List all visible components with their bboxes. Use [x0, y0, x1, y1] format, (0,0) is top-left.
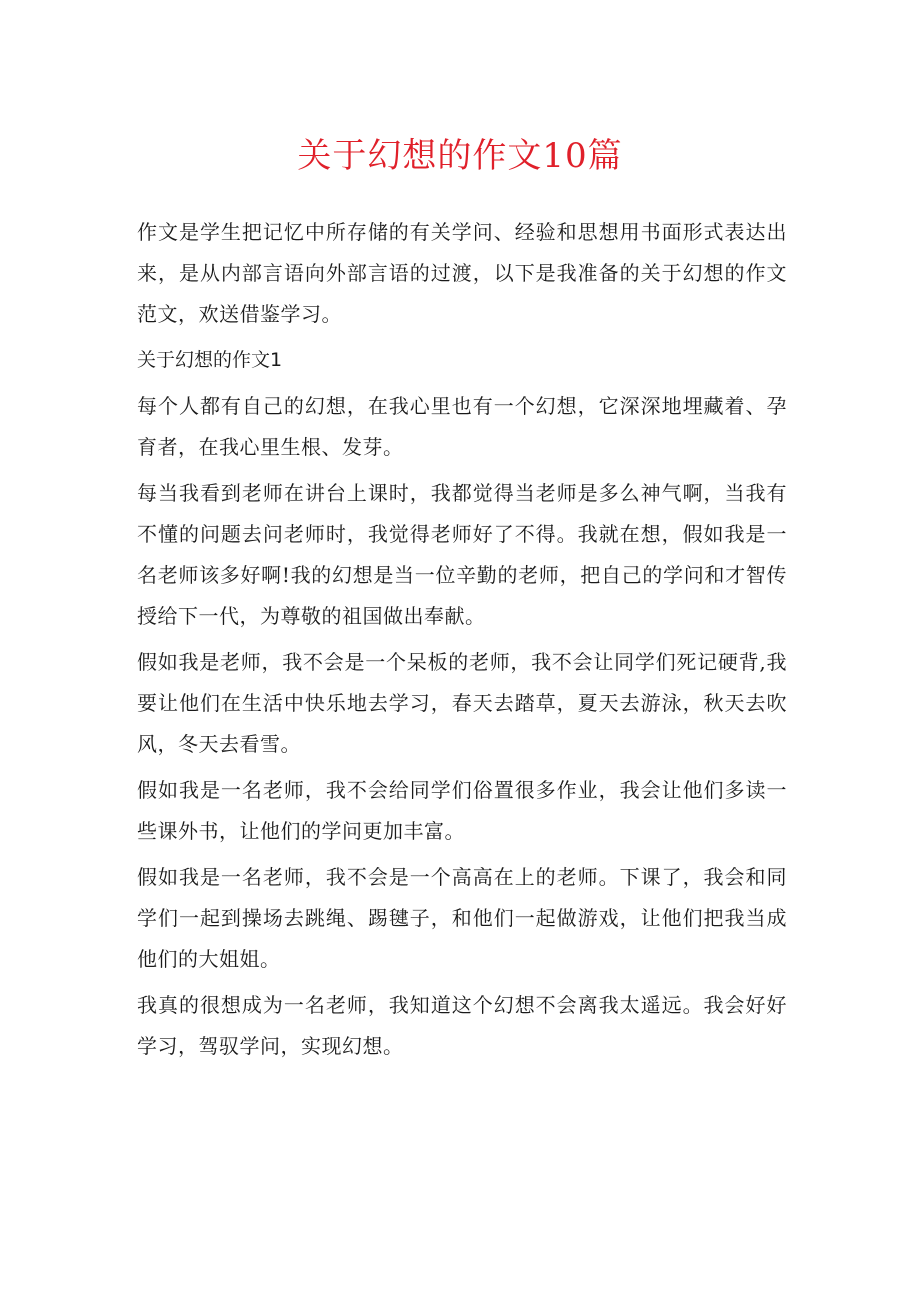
body-paragraph-2: 每当我看到老师在讲台上课时，我都觉得当老师是多么神气啊，当我有不懂的问题去问老师时，我觉得老师好了不得。我就在想，假如我是一名老师该多好啊!我的幻想是当一位辛勤的老师，把自己的学问和才智传授给下一代，为尊敬的祖国做出奉献。 — [137, 481, 787, 628]
body-paragraph-6: 我真的很想成为一名老师，我知道这个幻想不会离我太遥远。我会好好学习，驾驭学问，实现幻想。 — [137, 993, 787, 1058]
body-paragraph-3: 假如我是老师，我不会是一个呆板的老师，我不会让同学们死记硬背,我要让他们在生活中快乐地去学习，春天去踏草，夏天去游泳，秋天去吹风，冬天去看雪。 — [137, 650, 787, 756]
section-heading: 关于幻想的作文1 — [137, 349, 283, 371]
body-paragraph-1: 每个人都有自己的幻想，在我心里也有一个幻想，它深深地埋藏着、孕育者，在我心里生根、发芽。 — [137, 394, 787, 459]
body-paragraph-5: 假如我是一名老师，我不会是一个高高在上的老师。下课了，我会和同学们一起到操场去跳绳、踢毽子，和他们一起做游戏，让他们把我当成他们的大姐姐。 — [137, 865, 787, 971]
body-paragraph-4: 假如我是一名老师，我不会给同学们俗置很多作业，我会让他们多读一些课外书，让他们的学问更加丰富。 — [137, 778, 787, 843]
document-body — [137, 212, 787, 1072]
intro-paragraph: 作文是学生把记忆中所存储的有关学问、经验和思想用书面形式表达出来，是从内部言语向外部言语的过渡，以下是我准备的关于幻想的作文范文，欢送借鉴学习。 — [137, 220, 787, 326]
document-title: 关于幻想的作文10篇 — [297, 136, 623, 176]
